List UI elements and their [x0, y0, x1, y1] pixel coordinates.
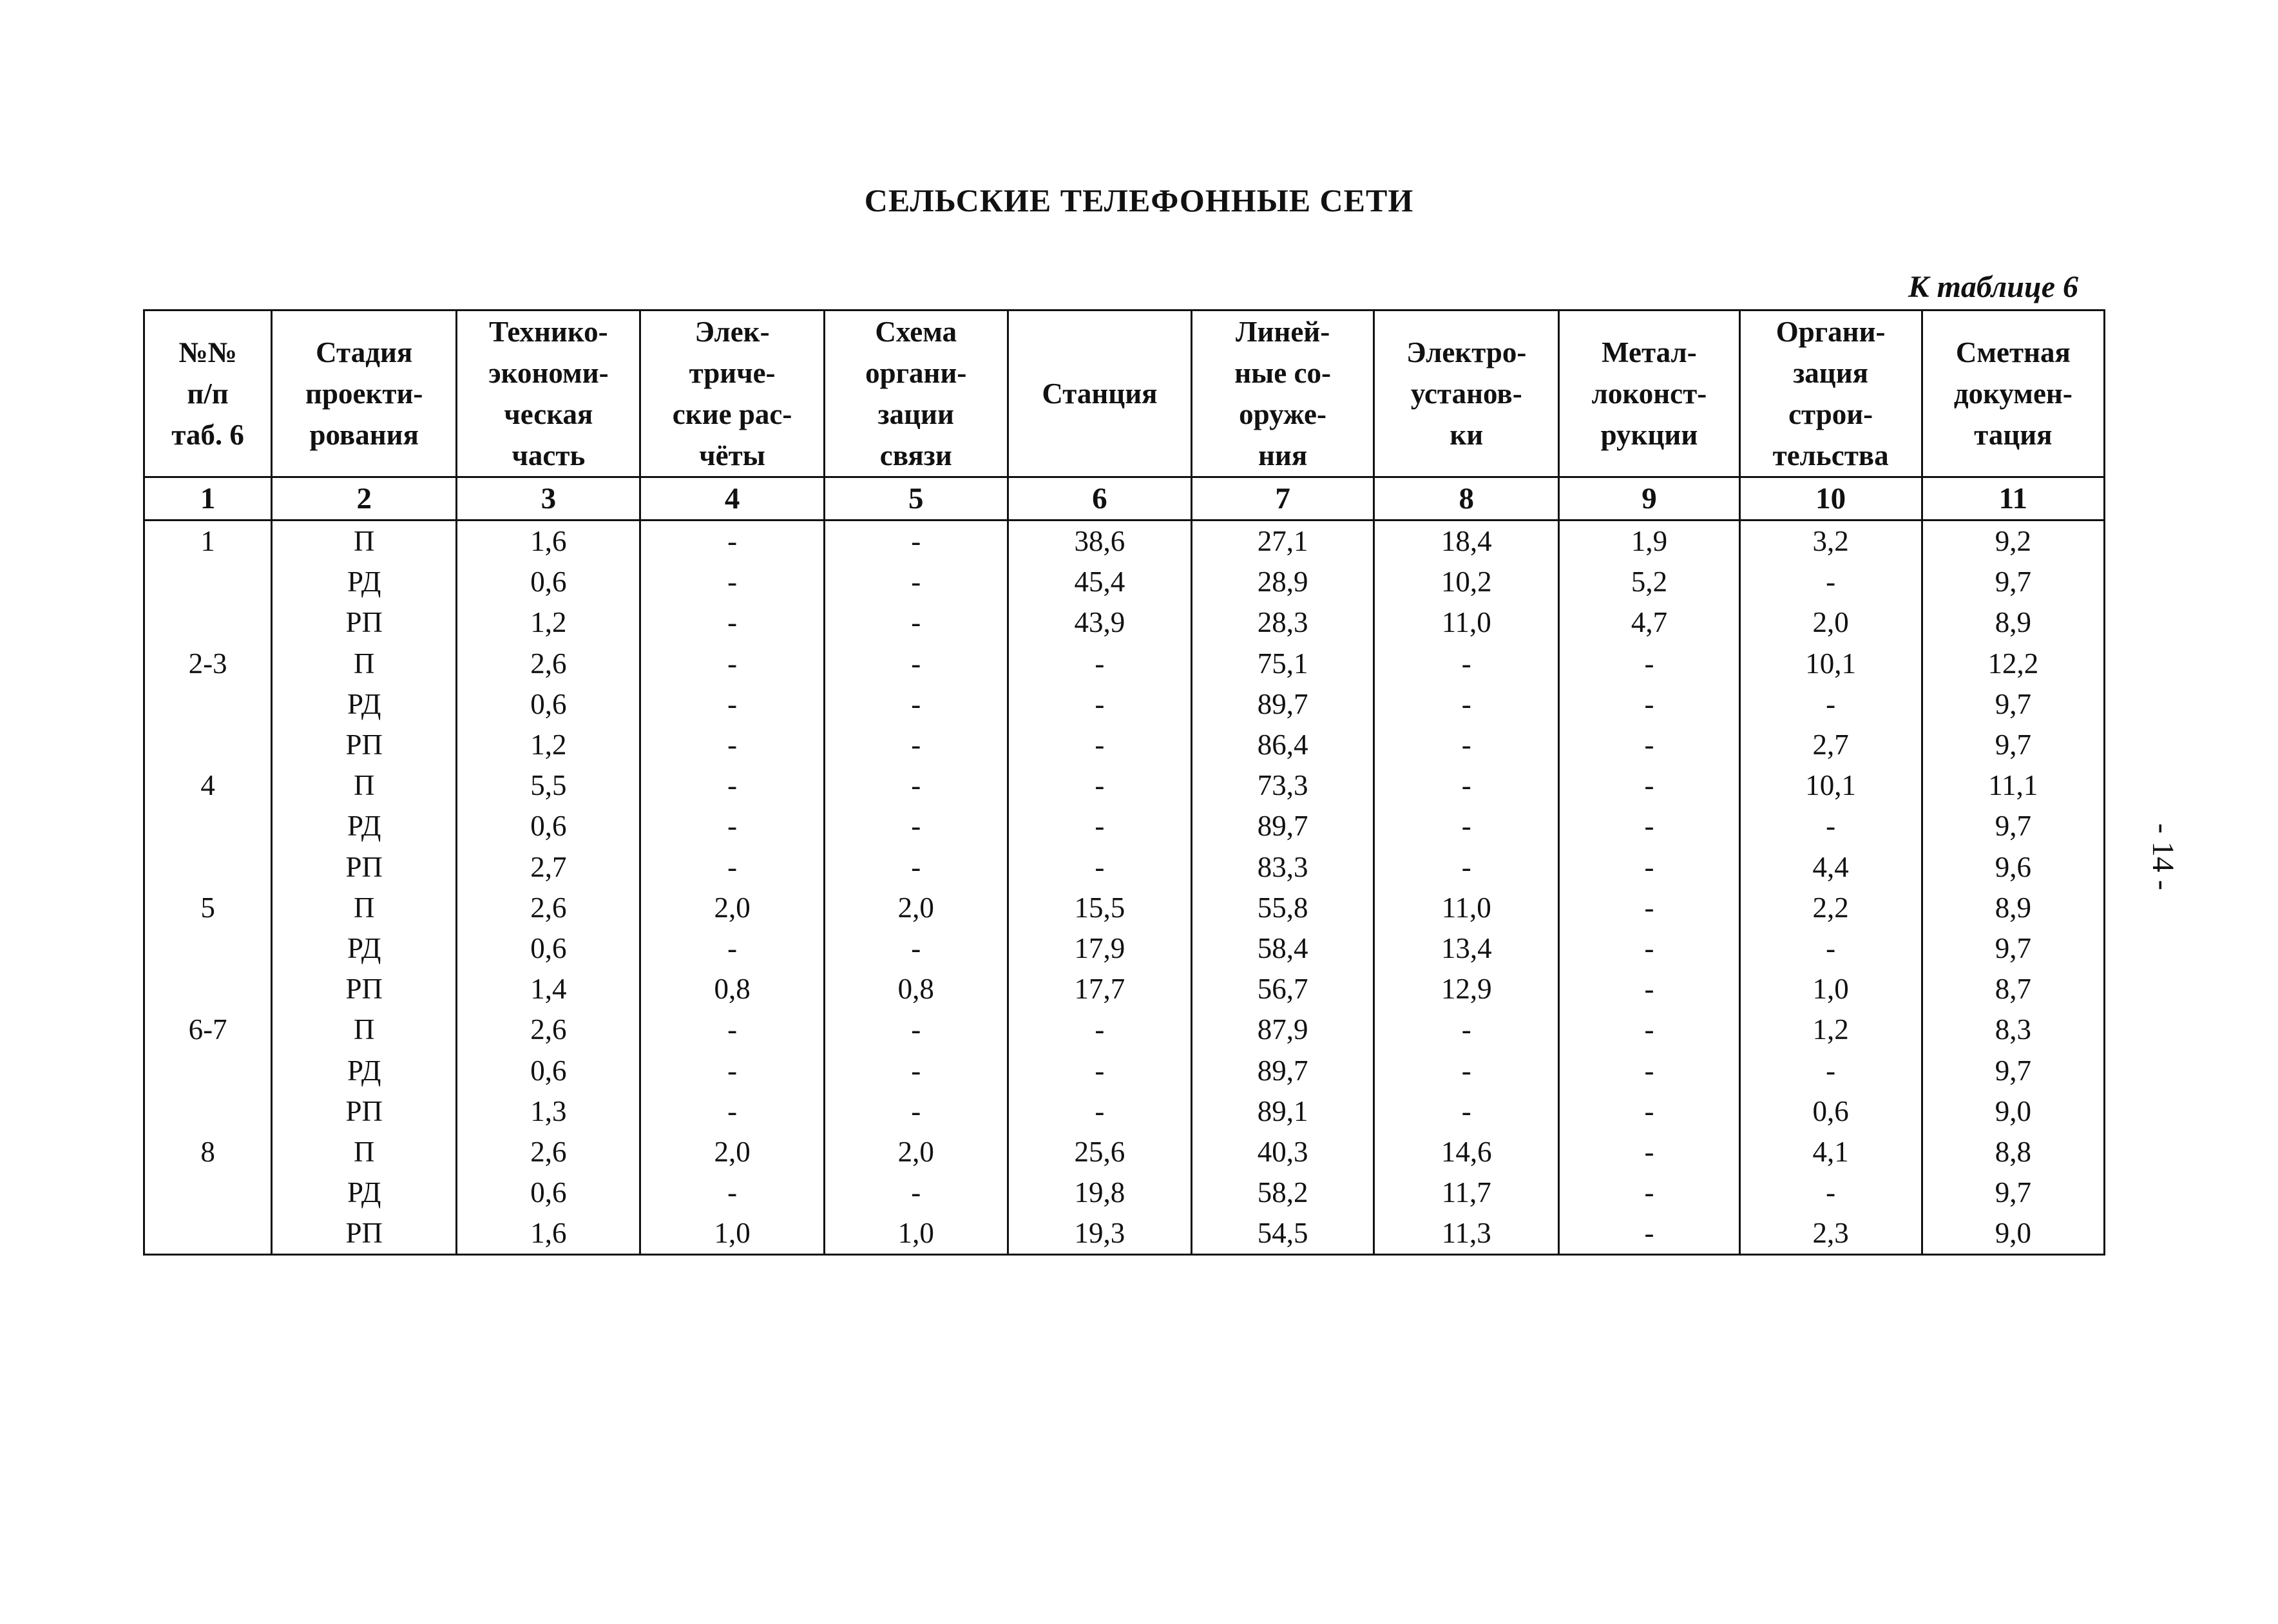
table-cell: 14,6: [1374, 1132, 1559, 1172]
table-cell: 1: [144, 521, 272, 562]
column-header-line: тельства: [1772, 439, 1889, 472]
table-cell: 75,1: [1192, 644, 1374, 684]
table-cell: 2,6: [457, 1009, 640, 1050]
column-header-line: чёты: [699, 439, 765, 472]
column-header: [457, 310, 640, 477]
table-cell: 89,1: [1192, 1091, 1374, 1132]
column-header-line: ния: [1258, 439, 1308, 472]
table-cell: 2,0: [640, 888, 824, 928]
table-row: [144, 1172, 2105, 1213]
column-header: [1374, 310, 1559, 477]
column-header-line: триче-: [689, 357, 776, 389]
table-cell: 8,3: [1922, 1009, 2104, 1050]
table-cell: 0,8: [824, 969, 1008, 1009]
table-row: [144, 806, 2105, 846]
table-cell: РП: [272, 847, 457, 888]
table-cell: 17,9: [1008, 928, 1191, 969]
table-cell: 54,5: [1192, 1213, 1374, 1255]
table-cell: 0,6: [457, 1050, 640, 1091]
table-cell: 9,7: [1922, 928, 2104, 969]
table-row: [144, 725, 2105, 765]
table-cell: [144, 725, 272, 765]
table-row: [144, 847, 2105, 888]
column-header-line: №№: [178, 336, 237, 368]
column-header-line: Линей-: [1235, 316, 1330, 348]
table-cell: 2-3: [144, 644, 272, 684]
table-cell: РД: [272, 1172, 457, 1213]
table-cell: 17,7: [1008, 969, 1191, 1009]
table-cell: -: [824, 602, 1008, 643]
table-cell: 1,4: [457, 969, 640, 1009]
table-cell: 5,5: [457, 765, 640, 806]
header-row: [144, 310, 2105, 477]
table-cell: [144, 1091, 272, 1132]
table-cell: 2,6: [457, 644, 640, 684]
table-cell: 25,6: [1008, 1132, 1191, 1172]
table-cell: 8,8: [1922, 1132, 2104, 1172]
table-cell: 2,0: [824, 888, 1008, 928]
table-cell: 2,0: [824, 1132, 1008, 1172]
column-number: 8: [1374, 477, 1559, 521]
table-cell: [144, 1172, 272, 1213]
table-cell: РД: [272, 806, 457, 846]
table-cell: 89,7: [1192, 1050, 1374, 1091]
table-cell: П: [272, 765, 457, 806]
table-cell: 9,6: [1922, 847, 2104, 888]
table-cell: -: [1008, 1091, 1191, 1132]
table-cell: -: [1559, 847, 1739, 888]
table-cell: -: [1374, 847, 1559, 888]
table-cell: [144, 847, 272, 888]
table-cell: 1,3: [457, 1091, 640, 1132]
column-header-line: ческая: [504, 398, 593, 430]
table-cell: -: [640, 684, 824, 725]
table-cell: -: [1374, 806, 1559, 846]
page-number: - 14 -: [2146, 823, 2180, 890]
table-row: [144, 1091, 2105, 1132]
table-cell: П: [272, 644, 457, 684]
table-cell: -: [1739, 806, 1922, 846]
table-cell: 2,7: [457, 847, 640, 888]
data-table: [143, 309, 2105, 1256]
column-header: [640, 310, 824, 477]
table-cell: -: [640, 765, 824, 806]
table-cell: -: [1559, 1132, 1739, 1172]
table-cell: 2,6: [457, 1132, 640, 1172]
column-header-line: проекти-: [305, 377, 423, 410]
table-cell: -: [1374, 1050, 1559, 1091]
table-cell: -: [1374, 765, 1559, 806]
table-cell: [144, 562, 272, 602]
column-number: 9: [1559, 477, 1739, 521]
column-header: [1192, 310, 1374, 477]
table-cell: 45,4: [1008, 562, 1191, 602]
table-cell: 6-7: [144, 1009, 272, 1050]
table-cell: 40,3: [1192, 1132, 1374, 1172]
table-cell: 58,2: [1192, 1172, 1374, 1213]
table-cell: -: [824, 928, 1008, 969]
table-cell: 9,7: [1922, 1172, 2104, 1213]
table-cell: 1,2: [457, 602, 640, 643]
column-number: 1: [144, 477, 272, 521]
table-cell: -: [1559, 765, 1739, 806]
table-cell: -: [824, 562, 1008, 602]
table-cell: 2,2: [1739, 888, 1922, 928]
table-cell: 11,1: [1922, 765, 2104, 806]
table-cell: РД: [272, 684, 457, 725]
page-title: СЕЛЬСКИЕ ТЕЛЕФОННЫЕ СЕТИ: [864, 182, 1414, 218]
table-cell: -: [1374, 684, 1559, 725]
column-header: [1008, 310, 1191, 477]
table-cell: -: [1559, 969, 1739, 1009]
table-cell: 56,7: [1192, 969, 1374, 1009]
table-cell: -: [824, 1172, 1008, 1213]
table-cell: 87,9: [1192, 1009, 1374, 1050]
column-header-line: Схема: [875, 316, 957, 348]
table-cell: 10,2: [1374, 562, 1559, 602]
table-cell: 12,2: [1922, 644, 2104, 684]
table-cell: -: [640, 602, 824, 643]
table-row: [144, 602, 2105, 643]
table-cell: 1,0: [824, 1213, 1008, 1255]
table-cell: 12,9: [1374, 969, 1559, 1009]
table-cell: -: [1559, 1172, 1739, 1213]
table-cell: 89,7: [1192, 806, 1374, 846]
column-header-line: тация: [1974, 419, 2053, 451]
table-cell: 11,7: [1374, 1172, 1559, 1213]
table-cell: 0,6: [1739, 1091, 1922, 1132]
table-cell: 8,7: [1922, 969, 2104, 1009]
table-cell: -: [824, 684, 1008, 725]
table-cell: 9,7: [1922, 806, 2104, 846]
column-header-line: Элек-: [694, 316, 770, 348]
table-cell: -: [1374, 1009, 1559, 1050]
table-cell: [144, 928, 272, 969]
table-cell: -: [640, 562, 824, 602]
table-cell: -: [1008, 725, 1191, 765]
table-cell: -: [1559, 725, 1739, 765]
table-cell: 86,4: [1192, 725, 1374, 765]
table-cell: [144, 1050, 272, 1091]
table-cell: -: [1008, 847, 1191, 888]
column-header: [1559, 310, 1739, 477]
table-cell: П: [272, 1009, 457, 1050]
column-header-line: таб. 6: [171, 419, 244, 451]
table-cell: [144, 602, 272, 643]
table-cell: -: [824, 847, 1008, 888]
table-cell: 11,3: [1374, 1213, 1559, 1255]
column-number: 7: [1192, 477, 1374, 521]
table-cell: -: [1559, 1213, 1739, 1255]
table-row: [144, 521, 2105, 562]
table-cell: РП: [272, 969, 457, 1009]
column-header-line: Технико-: [489, 316, 608, 348]
column-header-line: локонст-: [1591, 377, 1707, 410]
table-cell: 5: [144, 888, 272, 928]
table-cell: РД: [272, 928, 457, 969]
table-reference: К таблице 6: [1908, 270, 2078, 304]
table-row: [144, 765, 2105, 806]
table-cell: -: [1008, 765, 1191, 806]
table-cell: 8: [144, 1132, 272, 1172]
table-cell: 2,0: [640, 1132, 824, 1172]
table-cell: -: [640, 1091, 824, 1132]
table-cell: 1,0: [1739, 969, 1922, 1009]
table-cell: -: [824, 521, 1008, 562]
table-row: [144, 969, 2105, 1009]
table-cell: 2,6: [457, 888, 640, 928]
table-cell: -: [640, 1009, 824, 1050]
table-cell: -: [1374, 1091, 1559, 1132]
table-cell: 1,6: [457, 1213, 640, 1255]
column-header-line: оруже-: [1239, 398, 1326, 430]
table-cell: -: [824, 1050, 1008, 1091]
table-cell: -: [640, 521, 824, 562]
table-cell: -: [1374, 725, 1559, 765]
table-cell: 4: [144, 765, 272, 806]
column-header: [1739, 310, 1922, 477]
table-cell: 2,7: [1739, 725, 1922, 765]
column-header-line: часть: [512, 439, 586, 472]
table-cell: -: [824, 725, 1008, 765]
table-cell: 19,3: [1008, 1213, 1191, 1255]
table-cell: 5,2: [1559, 562, 1739, 602]
table-cell: 18,4: [1374, 521, 1559, 562]
table-cell: 10,1: [1739, 644, 1922, 684]
table-cell: РД: [272, 1050, 457, 1091]
table-cell: 0,6: [457, 1172, 640, 1213]
table-cell: РП: [272, 1091, 457, 1132]
table-cell: 1,9: [1559, 521, 1739, 562]
table-row: [144, 888, 2105, 928]
column-header-line: ские рас-: [672, 398, 792, 430]
column-header-line: рукции: [1600, 419, 1698, 451]
table-cell: -: [824, 1091, 1008, 1132]
table-cell: 0,6: [457, 684, 640, 725]
table-cell: 8,9: [1922, 888, 2104, 928]
column-header-line: органи-: [865, 357, 967, 389]
table-cell: РП: [272, 602, 457, 643]
table-cell: 73,3: [1192, 765, 1374, 806]
table-cell: 4,1: [1739, 1132, 1922, 1172]
table-cell: 1,2: [1739, 1009, 1922, 1050]
table-row: [144, 1132, 2105, 1172]
table-cell: 9,2: [1922, 521, 2104, 562]
table-cell: -: [640, 928, 824, 969]
column-number: 11: [1922, 477, 2104, 521]
table-cell: П: [272, 521, 457, 562]
table-row: [144, 562, 2105, 602]
table-cell: -: [824, 765, 1008, 806]
table-cell: 1,0: [640, 1213, 824, 1255]
table-cell: -: [1559, 684, 1739, 725]
table-cell: 9,7: [1922, 725, 2104, 765]
table-row: [144, 1009, 2105, 1050]
column-header-line: Стадия: [316, 336, 413, 368]
table-cell: -: [1008, 1050, 1191, 1091]
table-cell: -: [1559, 928, 1739, 969]
column-number: 10: [1739, 477, 1922, 521]
table-cell: [144, 1213, 272, 1255]
table-cell: П: [272, 888, 457, 928]
table-cell: 0,6: [457, 806, 640, 846]
table-cell: 3,2: [1739, 521, 1922, 562]
column-number: 4: [640, 477, 824, 521]
table-cell: 2,0: [1739, 602, 1922, 643]
table-cell: -: [1559, 1050, 1739, 1091]
column-header-line: установ-: [1410, 377, 1522, 410]
column-header-line: докумен-: [1953, 377, 2072, 410]
table-cell: -: [1374, 644, 1559, 684]
table-cell: -: [1008, 806, 1191, 846]
table-cell: 9,0: [1922, 1213, 2104, 1255]
table-cell: -: [1739, 928, 1922, 969]
table-cell: -: [640, 847, 824, 888]
table-cell: 15,5: [1008, 888, 1191, 928]
table-cell: -: [1008, 644, 1191, 684]
table-cell: -: [1559, 806, 1739, 846]
table-cell: 28,3: [1192, 602, 1374, 643]
column-header-line: ки: [1450, 419, 1484, 451]
table-cell: 19,8: [1008, 1172, 1191, 1213]
column-header-line: рования: [309, 419, 419, 451]
column-number: 6: [1008, 477, 1191, 521]
table-cell: 1,2: [457, 725, 640, 765]
table-cell: 83,3: [1192, 847, 1374, 888]
table-cell: -: [1559, 1009, 1739, 1050]
column-header-line: связи: [879, 439, 952, 472]
table-cell: 9,0: [1922, 1091, 2104, 1132]
table-cell: 0,6: [457, 928, 640, 969]
column-header-line: Электро-: [1406, 336, 1527, 368]
table-cell: 28,9: [1192, 562, 1374, 602]
column-header: [272, 310, 457, 477]
column-header-line: Органи-: [1776, 316, 1886, 348]
table-cell: [144, 806, 272, 846]
column-header-line: экономи-: [488, 357, 609, 389]
column-header-line: строи-: [1788, 398, 1873, 430]
table-cell: [144, 969, 272, 1009]
table-cell: [144, 684, 272, 725]
table-row: [144, 928, 2105, 969]
table-cell: -: [824, 1009, 1008, 1050]
table-cell: 38,6: [1008, 521, 1191, 562]
table-cell: 89,7: [1192, 684, 1374, 725]
table-cell: -: [640, 1172, 824, 1213]
table-cell: 58,4: [1192, 928, 1374, 969]
table-cell: 4,4: [1739, 847, 1922, 888]
column-header-line: Метал-: [1602, 336, 1697, 368]
table-cell: -: [1739, 684, 1922, 725]
table-body: [144, 521, 2105, 1255]
table-cell: 9,7: [1922, 1050, 2104, 1091]
column-header: [824, 310, 1008, 477]
table-cell: 0,8: [640, 969, 824, 1009]
column-header-line: зация: [1793, 357, 1869, 389]
table-cell: -: [1559, 1091, 1739, 1132]
column-header-line: зации: [877, 398, 954, 430]
table-cell: 9,7: [1922, 562, 2104, 602]
column-header-line: Сметная: [1955, 336, 2071, 368]
table-cell: 11,0: [1374, 602, 1559, 643]
table-cell: -: [640, 644, 824, 684]
column-number: 2: [272, 477, 457, 521]
table-cell: -: [1739, 1050, 1922, 1091]
table-cell: -: [1008, 684, 1191, 725]
table-cell: РП: [272, 1213, 457, 1255]
column-header: [1922, 310, 2104, 477]
table-cell: -: [824, 644, 1008, 684]
table-cell: 2,3: [1739, 1213, 1922, 1255]
table-cell: 10,1: [1739, 765, 1922, 806]
table-cell: -: [1559, 644, 1739, 684]
table-cell: -: [1739, 1172, 1922, 1213]
table-cell: 9,7: [1922, 684, 2104, 725]
column-number-row: [144, 477, 2105, 521]
table-row: [144, 1050, 2105, 1091]
column-header-line: п/п: [187, 377, 229, 410]
table-cell: 11,0: [1374, 888, 1559, 928]
table-cell: РД: [272, 562, 457, 602]
table-row: [144, 644, 2105, 684]
table-cell: -: [640, 725, 824, 765]
table-row: [144, 684, 2105, 725]
table-cell: 1,6: [457, 521, 640, 562]
table-cell: 55,8: [1192, 888, 1374, 928]
table-cell: 0,6: [457, 562, 640, 602]
table-cell: 43,9: [1008, 602, 1191, 643]
table-cell: -: [640, 806, 824, 846]
table-cell: РП: [272, 725, 457, 765]
table-cell: П: [272, 1132, 457, 1172]
table-row: [144, 1213, 2105, 1255]
table-cell: 8,9: [1922, 602, 2104, 643]
column-header: [144, 310, 272, 477]
table-cell: 27,1: [1192, 521, 1374, 562]
column-header-line: ные со-: [1234, 357, 1331, 389]
table-cell: -: [1559, 888, 1739, 928]
table-cell: 13,4: [1374, 928, 1559, 969]
table-cell: -: [824, 806, 1008, 846]
column-number: 5: [824, 477, 1008, 521]
column-number: 3: [457, 477, 640, 521]
table-cell: -: [1739, 562, 1922, 602]
table-cell: 4,7: [1559, 602, 1739, 643]
table-cell: -: [640, 1050, 824, 1091]
table-cell: -: [1008, 1009, 1191, 1050]
column-header-line: Станция: [1042, 377, 1158, 410]
